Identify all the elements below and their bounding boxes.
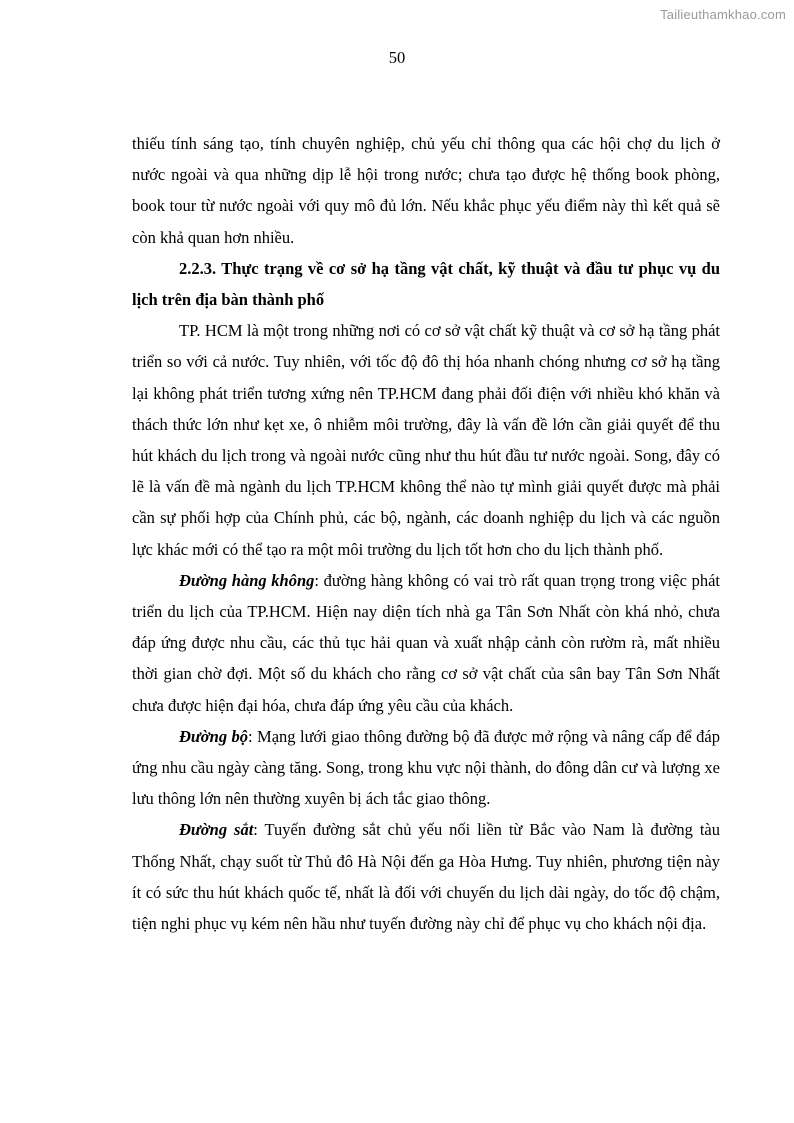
paragraph-airways (132, 565, 720, 721)
document-body (132, 128, 720, 939)
paragraph-roads (132, 721, 720, 815)
airways-text: : đường hàng không có vai trò rất quan trọng trong việc phát triển du lịch của TP.HCM. Hiện nay diện tích nhà ga Tân Sơn Nhất còn khá nhỏ, chưa đáp ứng được nhu cầu, các thủ tục hải quan và xuất nhập cảnh còn rườm rà, mất nhiều thời gian chờ đợi. Một số du khách cho rằng cơ sở vật chất của sân bay Tân Sơn Nhất chưa được hiện đại hóa, chưa đáp ứng yêu cầu của khách. (132, 570, 720, 715)
paragraph-infrastructure: TP. HCM là một trong những nơi có cơ sở vật chất kỹ thuật và cơ sở hạ tầng phát triển so với cả nước. Tuy nhiên, với tốc độ đô thị hóa nhanh chóng nhưng cơ sở hạ tầng lại không phát triển tương xứng nên TP.HCM đang phải đối điện với nhiều khó khăn và thách thức lớn như kẹt xe, ô nhiễm môi trường, đây là vấn đề lớn cần giải quyết để thu hút khách du lịch trong và ngoài nước cũng như thu hút đầu tư nước ngoài. Song, đây có lẽ là vấn đề mà ngành du lịch TP.HCM không thể nào tự mình giải quyết được mà phải cần sự phối hợp của Chính phủ, các bộ, ngành, các doanh nghiệp du lịch và các nguồn lực khác mới có thể tạo ra một môi trường du lịch tốt hơn cho du lịch thành phố. (132, 321, 720, 559)
term-airways: Đường hàng không (179, 570, 315, 590)
term-roads: Đường bộ (179, 726, 249, 746)
roads-text: : Mạng lưới giao thông đường bộ đã được mở rộng và nâng cấp để đáp ứng nhu cầu ngày càng tăng. Song, trong khu vực nội thành, do đông dân cư và lượng xe lưu thông lớn nên thường xuyên bị ách tắc giao thông. (132, 726, 720, 809)
section-heading: 2.2.3. Thực trạng về cơ sở hạ tầng vật chất, kỹ thuật và đầu tư phục vụ du lịch trên địa bàn thành phố (132, 258, 720, 310)
paragraph-continuation: thiếu tính sáng tạo, tính chuyên nghiệp, chủ yếu chỉ thông qua các hội chợ du lịch ở nước ngoài và qua những dịp lễ hội trong nước; chưa tạo được hệ thống book phòng, book tour từ nước ngoài với quy mô đủ lớn. Nếu khắc phục yếu điểm này thì kết quả sẽ còn khả quan hơn nhiều. (132, 134, 720, 247)
page-number: 50 (388, 48, 406, 67)
railways-text: : Tuyến đường sắt chủ yếu nối liền từ Bắc vào Nam là đường tàu Thống Nhất, chạy suốt từ Thủ đô Hà Nội đến ga Hòa Hưng. Tuy nhiên, phương tiện này ít có sức thu hút khách quốc tế, nhất là đối với chuyến du lịch dài ngày, do tốc độ chậm, tiện nghi phục vụ kém nên hầu như tuyến đường này chỉ để phục vụ cho khách nội địa. (132, 820, 721, 934)
term-railways: Đường sắt (179, 820, 254, 840)
watermark-text: Tailieuthamkhao.com (660, 7, 786, 22)
paragraph-railways (132, 814, 720, 939)
